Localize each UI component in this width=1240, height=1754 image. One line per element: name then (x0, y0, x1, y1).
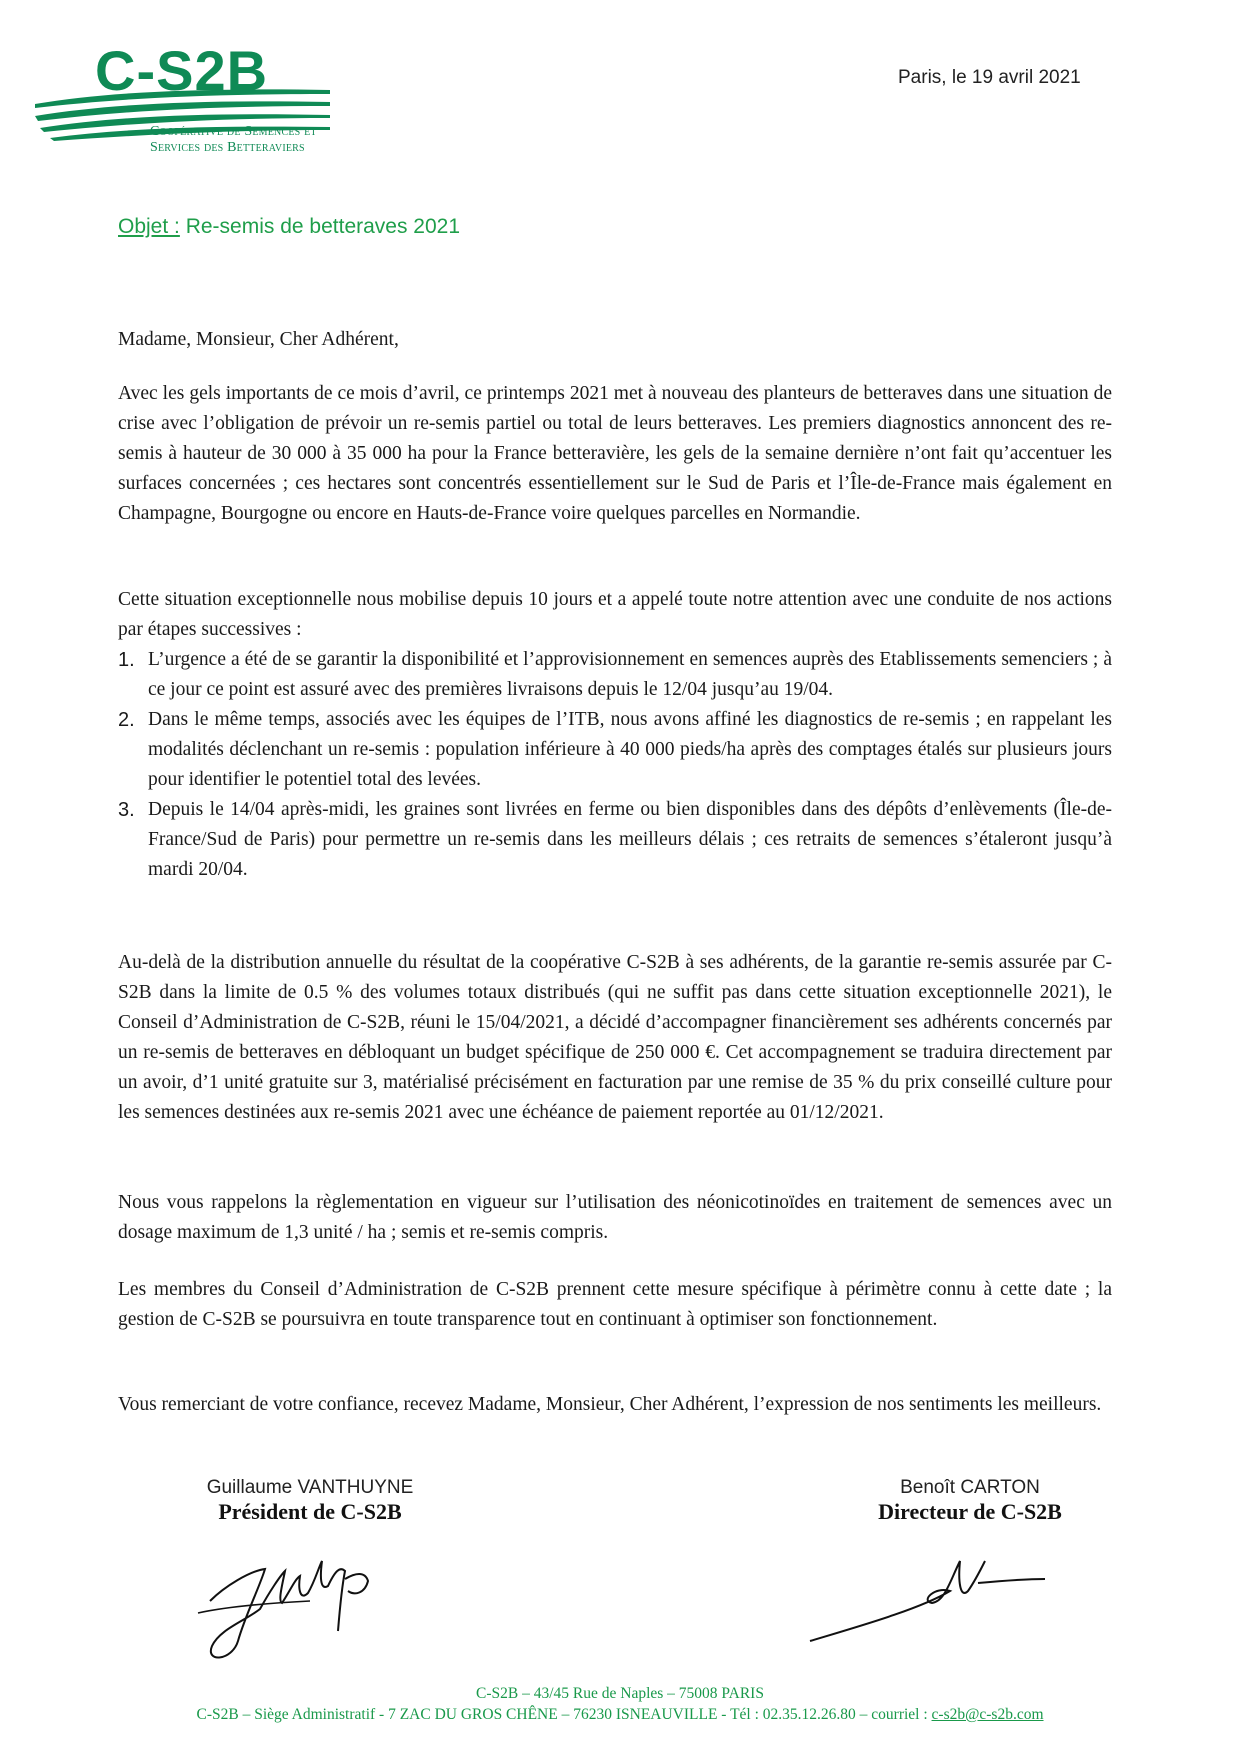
list-item (118, 705, 1112, 795)
paragraph-board (118, 1275, 1112, 1335)
subject-text: Re-semis de betteraves 2021 (179, 215, 461, 238)
logo-subtitle-line2: Services des Betteraviers (150, 140, 305, 155)
paragraph-text: Vous remerciant de votre confiance, recevez Madame, Monsieur, Cher Adhérent, l’expression de nos sentiments les meilleurs. (118, 1394, 1102, 1415)
footer-contact-line (0, 1704, 1240, 1725)
signatory-role: Président de C-S2B (218, 1499, 402, 1524)
subject-line (118, 215, 460, 239)
paragraph-text: Nous vous rappelons la règlementation en vigueur sur l’utilisation des néonicotinoïdes en traitement de semences avec un dosage maximum de 1,3 unité / ha ; semis et re-semis compris. (118, 1192, 1112, 1243)
list-item (118, 795, 1112, 885)
handwritten-signature-icon (190, 1531, 430, 1671)
logo-subtitle-line1: Coopérative de Semences et (150, 124, 317, 139)
paragraph-text: Au-delà de la distribution annuelle du résultat de la coopérative C-S2B à ses adhérents, de la garantie re-semis assurée par C-S2B dans la limite de 0.5 % des volumes totaux distribués (qui ne suffit pas dans cette situation exceptionnelle 2021), le Conseil d’Administration de C-S2B, réuni le 15/04/2021, a décidé d’accompagner financièrement ses adhérents concernés par un re-semis de betteraves en débloquant un budget spécifique de 250 000 €. Cet accompagnement se traduira directement par un avoir, d’1 unité gratuite sur 3, matérialisé précisément en facturation par une remise de 35 % du prix conseillé culture pour les semences destinées aux re-semis 2021 avec une échéance de paiement reportée au 01/12/2021. (118, 952, 1112, 1123)
paragraph-regulation (118, 1188, 1112, 1248)
handwritten-signature-icon (800, 1531, 1060, 1651)
paragraph-support (118, 948, 1112, 1128)
paragraph-text: Avec les gels importants de ce mois d’avril, ce printemps 2021 met à nouveau des planteurs de betteraves dans une situation de crise avec l’obligation de prévoir un re-semis partiel ou total de leurs betteraves. Les premiers diagnostics annoncent des re-semis à hauteur de 30 000 à 35 000 ha pour la France betteravière, les gels de la semaine dernière n’ont fait qu’accentuer les surfaces concernées ; ces hectares sont concentrés essentiellement sur le Sud de Paris et l’Île-de-France mais également en Champagne, Bourgogne ou encore en Hauts-de-France voire quelques parcelles en Normandie. (118, 383, 1112, 524)
company-logo (30, 36, 340, 161)
logo-wordmark: C-S2B (95, 39, 269, 102)
list-item-text: Depuis le 14/04 après-midi, les graines sont livrées en ferme ou bien disponibles dans des dépôts d’enlèvements (Île-de-France/Sud de Paris) pour permettre un re-semis dans les meilleurs délais ; ces retraits de semences s’étaleront jusqu’à mardi 20/04. (148, 799, 1112, 880)
signatory-name: Benoît CARTON (900, 1477, 1040, 1498)
place-date: Paris, le 19 avril 2021 (898, 67, 1081, 88)
list-number: 3. (118, 799, 135, 821)
list-item (118, 645, 1112, 705)
footer-address-line: C-S2B – 43/45 Rue de Naples – 75008 PARIS (476, 1685, 764, 1702)
footer-contact-text: C-S2B – Siège Administratif - 7 ZAC DU GROS CHÊNE – 76230 ISNEAUVILLE - Tél : 02.35.12.26.80 – courriel : (196, 1706, 932, 1723)
paragraph-actions (118, 585, 1112, 885)
list-item-text: Dans le même temps, associés avec les équipes de l’ITB, nous avons affiné les diagnostics de re-semis ; en rappelant les modalités déclenchant un re-semis : population inférieure à 40 000 pieds/ha après des comptages étalés sur plusieurs jours pour identifier le potentiel total des levées. (148, 709, 1112, 790)
signatory-name: Guillaume VANTHUYNE (206, 1477, 414, 1498)
paragraph-closing (118, 1390, 1112, 1420)
list-number: 1. (118, 649, 135, 671)
steps-list (118, 645, 1112, 885)
paragraph-context (118, 379, 1112, 529)
salutation: Madame, Monsieur, Cher Adhérent, (118, 329, 399, 350)
signature-block-director (850, 1477, 1090, 1651)
signatory-role: Directeur de C-S2B (878, 1499, 1062, 1524)
page-footer (0, 1683, 1240, 1725)
subject-label: Objet : (118, 215, 180, 238)
list-item-text: L’urgence a été de se garantir la disponibilité et l’approvisionnement en semences auprès des Etablissements semenciers ; à ce jour ce point est assuré avec des premières livraisons depuis le 12/04 jusqu’au 19/04. (148, 649, 1112, 700)
signature-block-president (190, 1477, 430, 1671)
paragraph-text: Cette situation exceptionnelle nous mobilise depuis 10 jours et a appelé toute notre attention avec une conduite de nos actions par étapes successives : (118, 589, 1112, 640)
list-number: 2. (118, 709, 135, 731)
email-link[interactable]: c-s2b@c-s2b.com (931, 1706, 1044, 1723)
paragraph-text: Les membres du Conseil d’Administration de C-S2B prennent cette mesure spécifique à périmètre connu à cette date ; la gestion de C-S2B se poursuivra en toute transparence tout en continuant à optimiser son fonctionnement. (118, 1279, 1112, 1330)
